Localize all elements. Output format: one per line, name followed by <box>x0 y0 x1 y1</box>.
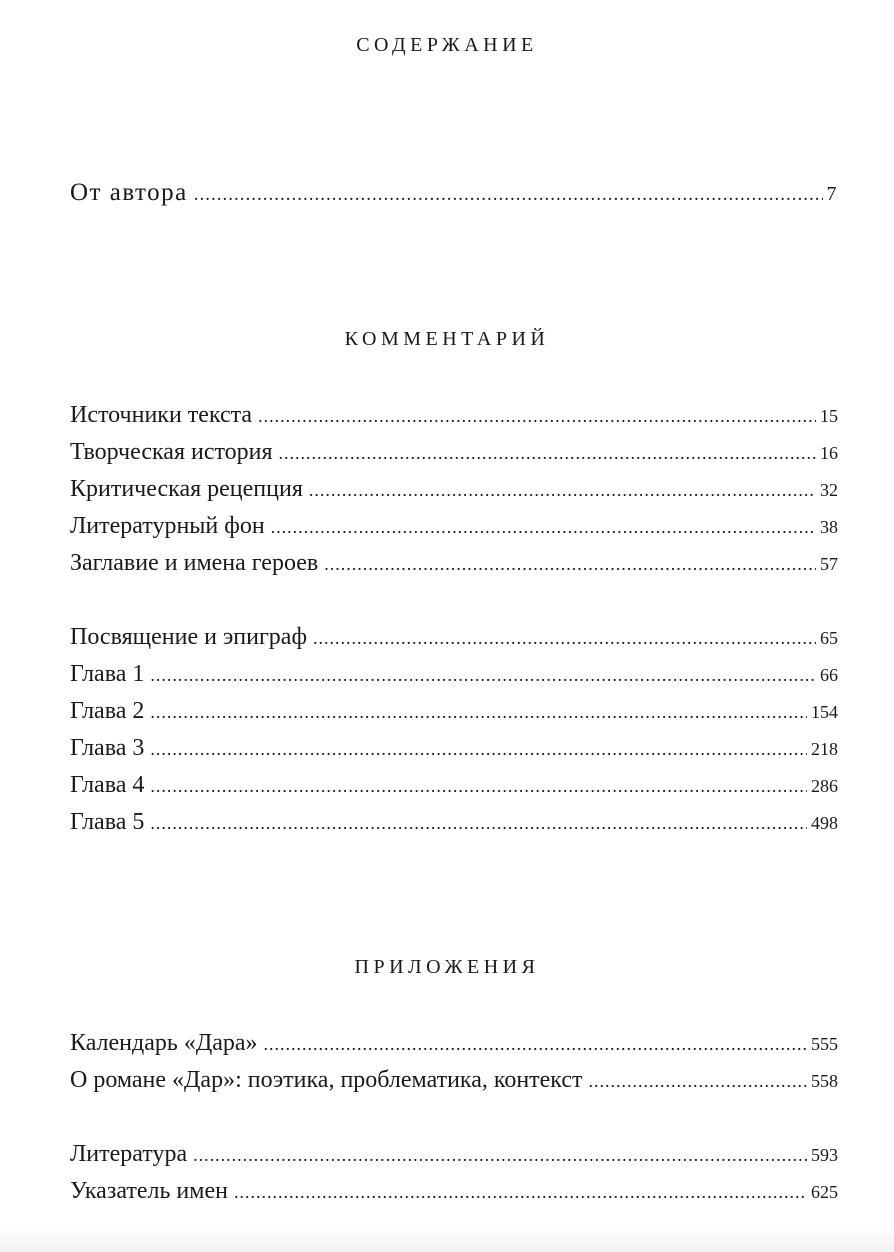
toc-entry-title: Глава 3 <box>70 735 145 761</box>
commentary-heading: КОММЕНТАРИЙ <box>344 328 550 350</box>
toc-entry-page: 32 <box>820 480 838 500</box>
toc-entry-title: Посвящение и эпиграф <box>70 624 307 650</box>
toc-entry-title: Глава 2 <box>70 698 145 724</box>
toc-entry[interactable] <box>70 1028 838 1059</box>
toc-entry[interactable] <box>70 1176 838 1207</box>
toc-entry-page: 65 <box>820 628 838 648</box>
toc-entry[interactable] <box>70 733 838 764</box>
dot-leader <box>309 475 816 505</box>
toc-entry-page: 558 <box>811 1071 838 1091</box>
toc-entry-title: От автора <box>70 179 188 206</box>
toc-entry-title: Глава 5 <box>70 809 145 835</box>
toc-entry[interactable] <box>70 1065 838 1096</box>
toc-entry-page: 57 <box>820 554 838 574</box>
toc-entry-title: Глава 1 <box>70 661 145 687</box>
toc-entry-page: 15 <box>820 406 838 426</box>
dot-leader <box>234 1177 807 1207</box>
toc-entry[interactable] <box>70 474 838 505</box>
dot-leader <box>313 623 816 653</box>
toc-entry-page: 555 <box>811 1034 838 1054</box>
dot-leader <box>589 1066 807 1096</box>
toc-entry-title: Календарь «Дара» <box>70 1030 258 1056</box>
toc-entry-page: 38 <box>820 517 838 537</box>
toc-entry[interactable] <box>70 622 838 653</box>
toc-entry-page: 625 <box>811 1182 838 1202</box>
page-bottom-shade <box>0 1228 894 1252</box>
toc-entry-page: 16 <box>820 443 838 463</box>
toc-entry-title: Литературный фон <box>70 513 265 539</box>
contents-heading: СОДЕРЖАНИЕ <box>356 34 538 56</box>
appendices-heading: ПРИЛОЖЕНИЯ <box>354 956 540 978</box>
toc-entry-title: Критическая рецепция <box>70 476 303 502</box>
toc-entry-page: 7 <box>826 183 838 205</box>
dot-leader <box>271 512 816 542</box>
toc-entry-title: Творческая история <box>70 439 273 465</box>
toc-entry[interactable] <box>70 511 838 542</box>
toc-entry-title: Заглавие и имена героев <box>70 550 319 576</box>
toc-entry-title: Литература <box>70 1141 188 1167</box>
toc-entry[interactable] <box>70 807 838 838</box>
toc-entry[interactable] <box>70 400 838 431</box>
toc-entry[interactable] <box>70 548 838 579</box>
toc-entry[interactable] <box>70 659 838 690</box>
dot-leader <box>264 1029 807 1059</box>
toc-entry-page: 66 <box>820 665 838 685</box>
dot-leader <box>193 1140 807 1170</box>
dot-leader <box>324 549 816 579</box>
dot-leader <box>150 660 816 690</box>
dot-leader <box>150 771 807 801</box>
toc-entry-page: 593 <box>811 1145 838 1165</box>
toc-entry-page: 286 <box>811 776 838 796</box>
dot-leader <box>258 401 816 431</box>
toc-entry-page: 498 <box>811 813 838 833</box>
toc-entry[interactable] <box>70 696 838 727</box>
toc-entry-page: 218 <box>811 739 838 759</box>
dot-leader <box>194 180 823 210</box>
toc-entry-title: Глава 4 <box>70 772 145 798</box>
toc-entry-author[interactable] <box>70 178 838 210</box>
toc-entry-title: Указатель имен <box>70 1178 228 1204</box>
toc-entry-title: Источники текста <box>70 402 253 428</box>
toc-entry-title: О романе «Дар»: поэтика, проблематика, контекст <box>70 1067 583 1093</box>
toc-entry[interactable] <box>70 437 838 468</box>
toc-entry[interactable] <box>70 1139 838 1170</box>
dot-leader <box>150 734 807 764</box>
dot-leader <box>150 697 807 727</box>
dot-leader <box>150 808 807 838</box>
toc-entry-page: 154 <box>811 702 838 722</box>
dot-leader <box>279 438 816 468</box>
toc-entry[interactable] <box>70 770 838 801</box>
